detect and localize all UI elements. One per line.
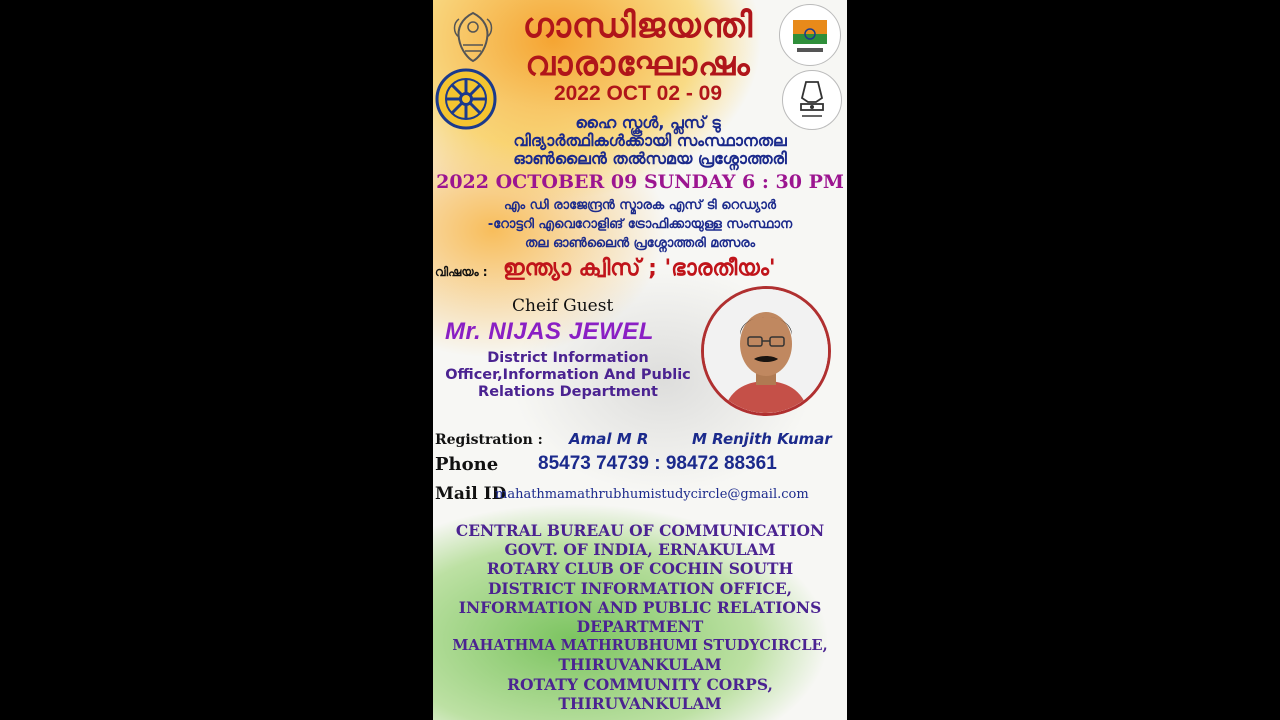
organizer-line: THIRUVANKULAM (558, 693, 722, 713)
guest-name: Mr. NIJAS JEWEL (445, 318, 654, 345)
registration-label: Registration : (435, 432, 543, 448)
mail-id[interactable]: mahathmamathrubhumistudycircle@gmail.com (495, 487, 809, 502)
mail-label: Mail ID (435, 484, 507, 504)
organizer-line: DISTRICT INFORMATION OFFICE, (487, 578, 793, 598)
chief-guest-label: Cheif Guest (512, 296, 614, 316)
quiz-desc-line-2: വിദ്യാർത്ഥികൾക്കായി സംസ്ഥാനതല (513, 131, 787, 150)
trophy-line-1: എം ഡി രാജേന്ദ്രൻ സ്മാരക എസ് ടി റെഡ്യാർ (504, 198, 776, 213)
quiz-desc-line-3: ഓൺലൈൻ തൽസമയ പ്രശ്നോത്തരി (513, 149, 787, 168)
organizer-line: MAHATHMA MATHRUBHUMI STUDYCIRCLE, (452, 637, 828, 655)
organizer-line: GOVT. OF INDIA, ERNAKULAM (504, 540, 776, 560)
subject-label: വിഷയം : (435, 265, 488, 279)
phone-label: Phone (435, 454, 499, 475)
quiz-datetime: 2022 OCTOBER 09 SUNDAY 6 : 30 PM (436, 171, 844, 193)
organizer-line: ROTARY CLUB OF COCHIN SOUTH (486, 559, 794, 579)
quiz-desc-line-1: ഹൈ സ്കൂൾ, പ്ലസ് ടു (575, 113, 721, 132)
organizer-line: DEPARTMENT (576, 617, 704, 637)
organizer-line: THIRUVANKULAM (558, 655, 722, 675)
guest-designation-1: District Information (487, 350, 649, 366)
organizer-line: CENTRAL BUREAU OF COMMUNICATION (455, 521, 825, 540)
event-title-line-2: വാരാഘോഷം (525, 44, 751, 84)
subject-value: ഇന്ത്യാ ക്വിസ് ; 'ഭാരതീയം' (503, 256, 776, 281)
guest-photo (701, 286, 831, 416)
trophy-line-2: -റോട്ടറി എവെറോളിങ് ട്രോഫിക്കായുള്ള സംസ്ഥാന (487, 217, 793, 232)
kerala-emblem-icon (447, 8, 499, 66)
event-title-line-1: ഗാന്ധിജയന്തി (522, 6, 754, 46)
azadi-ka-amrit-mahotsav-icon (779, 4, 841, 66)
guest-designation-3: Relations Department (478, 384, 658, 400)
trophy-line-3: തല ഓൺലൈൻ പ്രശ്നോത്തരി മത്സരം (524, 236, 756, 251)
organizer-line: ROTATY COMMUNITY CORPS, (507, 674, 773, 694)
event-poster (433, 0, 847, 720)
rotary-international-icon (435, 68, 497, 130)
event-dates: 2022 OCT 02 - 09 (553, 82, 723, 105)
coordinator-2-name: M Renjith Kumar (692, 430, 832, 448)
phone-numbers[interactable]: 85473 74739 : 98472 88361 (538, 453, 777, 474)
organizer-line: INFORMATION AND PUBLIC RELATIONS (458, 597, 822, 617)
organizers-list (433, 521, 847, 713)
coordinator-1-name: Amal M R (569, 430, 649, 448)
guest-designation-2: Officer,Information And Public (445, 367, 691, 383)
